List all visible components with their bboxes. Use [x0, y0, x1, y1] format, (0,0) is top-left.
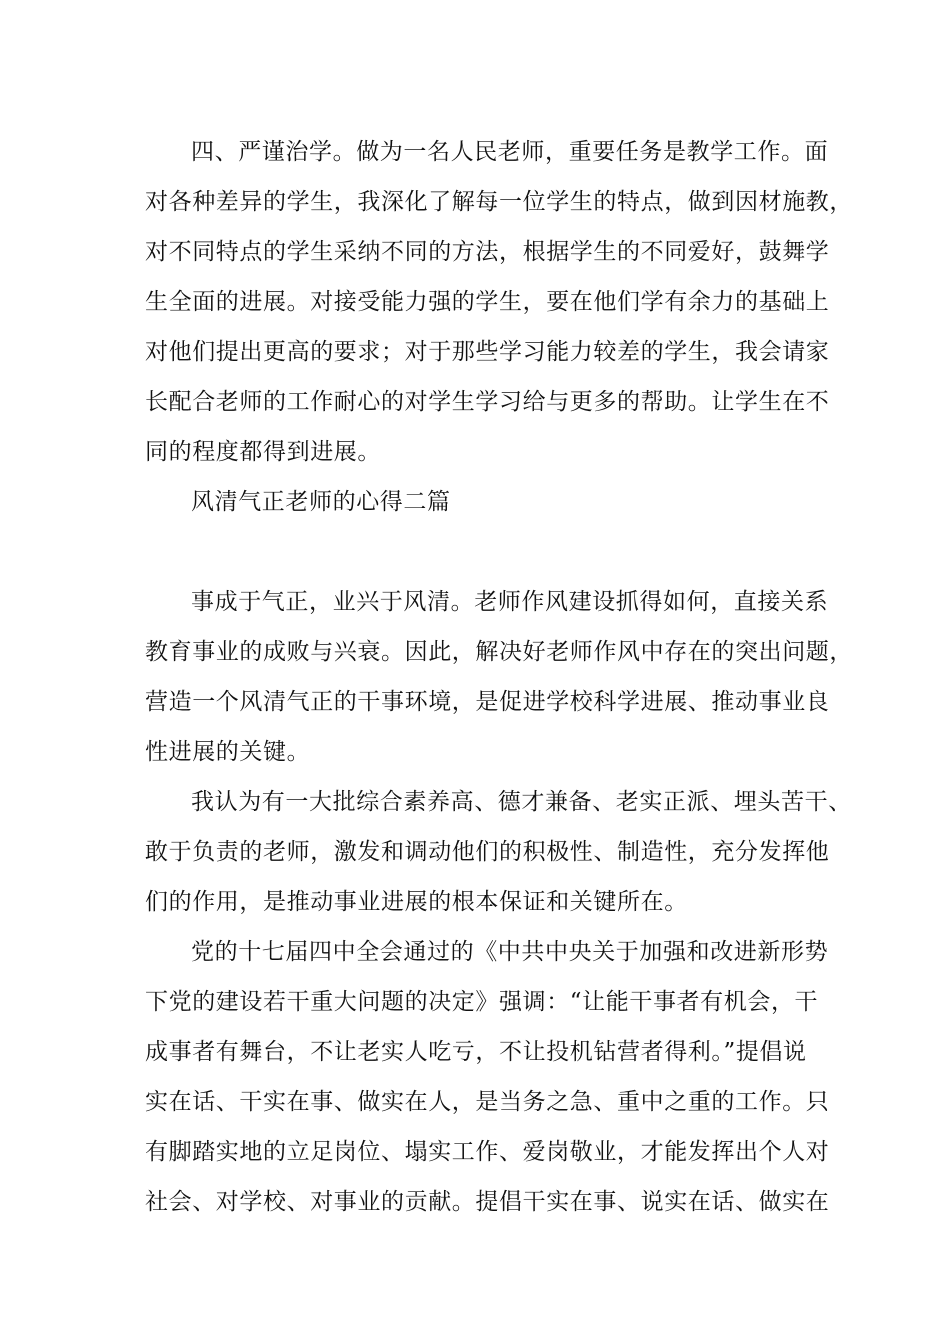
paragraph-line: 社会、对学校、对事业的贡献。提倡干实在事、说实在话、做实在 — [145, 1189, 830, 1215]
paragraph-line: 实在话、干实在事、做实在人，是当务之急、重中之重的工作。只 — [145, 1089, 830, 1115]
paragraph-line: 长配合老师的工作耐心的对学生学习给与更多的帮助。让学生在不 — [145, 389, 830, 415]
paragraph-line: 教育事业的成败与兴衰。因此，解决好老师作风中存在的突出问题， — [145, 639, 853, 665]
paragraph-line: 下党的建设若干重大问题的决定》强调：“让能干事者有机会，干 — [145, 989, 819, 1015]
paragraph-line: 们的作用，是推动事业进展的根本保证和关键所在。 — [145, 889, 688, 915]
paragraph-line: 事成于气正，业兴于风清。老师作风建设抓得如何，直接关系 — [191, 589, 829, 615]
paragraph-line: 性进展的关键。 — [145, 739, 311, 765]
paragraph-line: 有脚踏实地的立足岗位、塌实工作、爱岗敬业，才能发挥出个人对 — [145, 1139, 830, 1165]
paragraph-line: 四、严谨治学。做为一名人民老师，重要任务是教学工作。面 — [191, 139, 829, 165]
paragraph-line: 对各种差异的学生，我深化了解每一位学生的特点，做到因材施教， — [145, 189, 853, 215]
paragraph-line: 成事者有舞台，不让老实人吃亏，不让投机钻营者得利。”提倡说 — [145, 1039, 807, 1065]
paragraph-line: 对不同特点的学生采纳不同的方法，根据学生的不同爱好，鼓舞学 — [145, 239, 830, 265]
paragraph-line: 党的十七届四中全会通过的《中共中央关于加强和改进新形势 — [191, 939, 829, 965]
paragraph-line: 我认为有一大批综合素养高、德才兼备、老实正派、埋头苦干、 — [191, 789, 852, 815]
paragraph-line: 营造一个风清气正的干事环境，是促进学校科学进展、推动事业良 — [145, 689, 830, 715]
paragraph-line: 同的程度都得到进展。 — [145, 439, 381, 465]
paragraph-line: 生全面的进展。对接受能力强的学生，要在他们学有余力的基础上 — [145, 289, 830, 315]
section-heading: 风清气正老师的心得二篇 — [191, 489, 451, 515]
paragraph-line: 敢于负责的老师，激发和调动他们的积极性、制造性，充分发挥他 — [145, 839, 830, 865]
paragraph-line: 对他们提出更高的要求；对于那些学习能力较差的学生，我会请家 — [145, 339, 830, 365]
